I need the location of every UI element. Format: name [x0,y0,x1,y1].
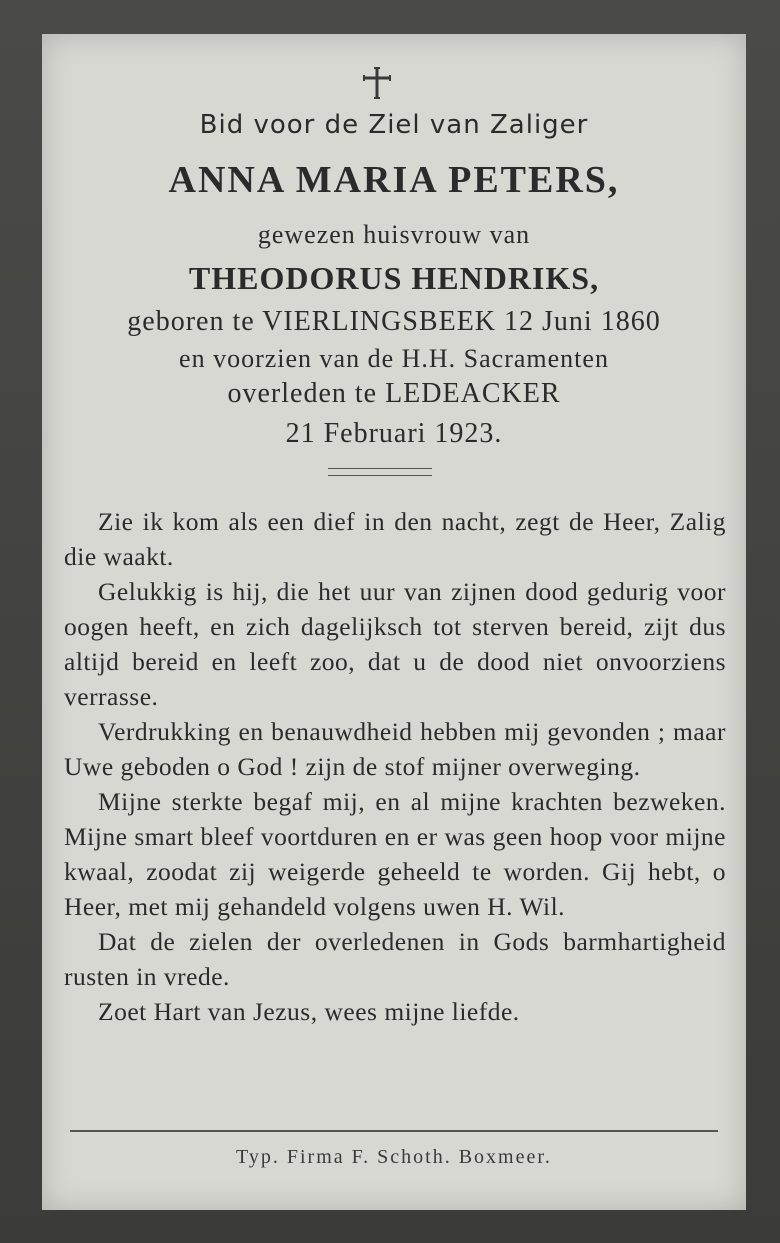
intro-line: Bid voor de Ziel van Zaliger [199,110,589,140]
sacraments-line: en voorzien van de H.H. Sacramenten [179,344,609,373]
ornamental-divider [328,468,432,476]
prayer-paragraph: Zie ik kom als een dief in den nacht, zegt de Heer, Zalig die waakt. [64,507,726,571]
prayer-text [64,504,726,1029]
husband-name: THEODORUS HENDRIKS, [188,260,600,296]
footer-rule [70,1130,718,1132]
death-place-line: overleden te LEDEACKER [227,378,561,409]
prayer-paragraph: Verdrukking en benauwdheid hebben mij gevonden ; maar Uwe geboden o God ! zijn de stof mijner overweging. [64,717,726,781]
birth-line: geboren te VIERLINGSBEEK 12 Juni 1860 [127,306,661,337]
prayer-paragraph: Dat de zielen der overledenen in Gods barmhartigheid rusten in vrede. [64,927,726,991]
printer-credit: Typ. Firma F. Schoth. Boxmeer. [236,1146,552,1168]
prayer-paragraph: Gelukkig is hij, die het uur van zijnen dood gedurig voor oogen heeft, en zich dagelijksch tot sterven bereid, zijt dus altijd bereid en leeft zoo, dat u de dood niet onvoorziens verrasse. [64,577,726,711]
relation-line: gewezen huisvrouw van [257,220,531,249]
death-date-line: 21 Februari 1923. [285,418,503,449]
card-face [42,34,746,1210]
latin-cross-icon [360,66,394,100]
deceased-name: ANNA MARIA PETERS, [168,159,620,201]
prayer-paragraph: Mijne sterkte begaf mij, en al mijne krachten bezweken. Mijne smart bleef voortduren en er was geen hoop voor mijne kwaal, zoodat zij weigerde geheeld te worden. Gij hebt, o Heer, met mij gehandeld volgens uwen H. Wil. [64,787,726,921]
prayer-paragraph: Zoet Hart van Jezus, wees mijne liefde. [98,997,520,1026]
